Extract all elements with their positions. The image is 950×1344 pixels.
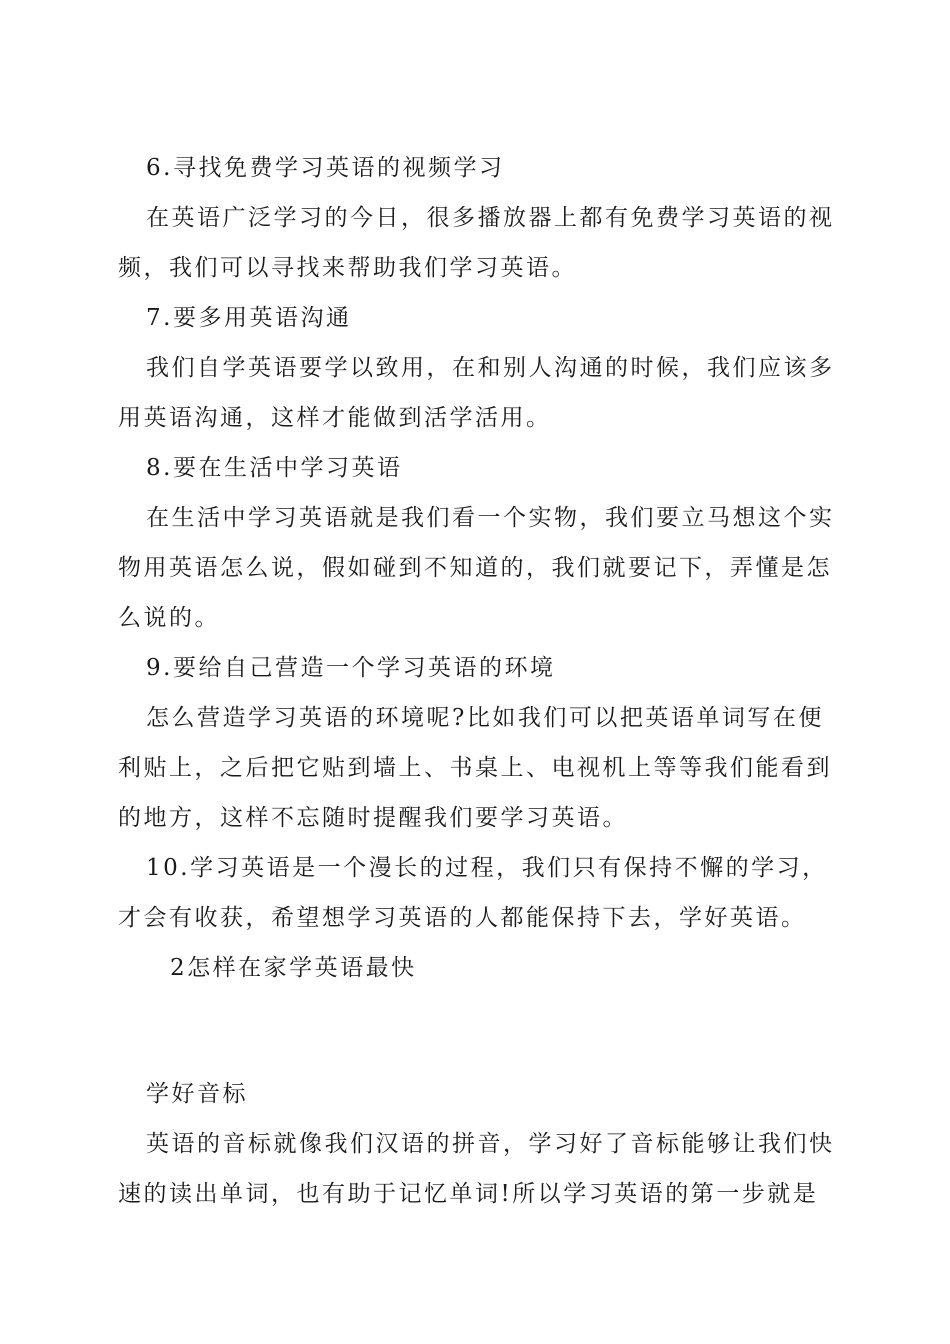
paragraph-line: 利贴上，之后把它贴到墙上、书桌上、电视机上等等我们能看到 — [118, 755, 832, 781]
blank-spacer — [118, 993, 834, 1069]
heading-9: 9.要给自己营造一个学习英语的环境 — [146, 655, 556, 681]
paragraph-line: 我们自学英语要学以致用，在和别人沟通的时候，我们应该多 — [146, 355, 835, 381]
section-heading: 2怎样在家学英语最快 — [170, 955, 417, 981]
heading-10: 10.学习英语是一个漫长的过程，我们只有保持不懈的学习， — [146, 855, 828, 881]
paragraph-line: 物用英语怎么说，假如碰到不知道的，我们就要记下，弄懂是怎 — [118, 555, 832, 581]
paragraph-line: 频，我们可以寻找来帮助我们学习英语。 — [118, 255, 577, 281]
paragraph-line: 英语的音标就像我们汉语的拼音，学习好了音标能够让我们快 — [146, 1131, 835, 1157]
paragraph-line: 在英语广泛学习的今日，很多播放器上都有免费学习英语的视 — [146, 205, 835, 231]
paragraph-line: 用英语沟通，这样才能做到活学活用。 — [118, 405, 552, 431]
document-body — [118, 143, 834, 1219]
paragraph-line: 在生活中学习英语就是我们看一个实物，我们要立马想这个实 — [146, 505, 835, 531]
paragraph-line: 速的读出单词，也有助于记忆单词!所以学习英语的第一步就是 — [118, 1181, 819, 1207]
heading-8: 8.要在生活中学习英语 — [146, 455, 403, 481]
paragraph-line: 才会有收获，希望想学习英语的人都能保持下去，学好英语。 — [118, 905, 807, 931]
paragraph-line: 怎么营造学习英语的环境呢?比如我们可以把英语单词写在便 — [146, 705, 824, 731]
heading-6: 6.寻找免费学习英语的视频学习 — [146, 155, 505, 181]
heading-7: 7.要多用英语沟通 — [146, 305, 352, 331]
paragraph-line: 的地方，这样不忘随时提醒我们要学习英语。 — [118, 805, 628, 831]
subheading: 学好音标 — [146, 1081, 248, 1107]
paragraph-line: 么说的。 — [118, 605, 220, 631]
